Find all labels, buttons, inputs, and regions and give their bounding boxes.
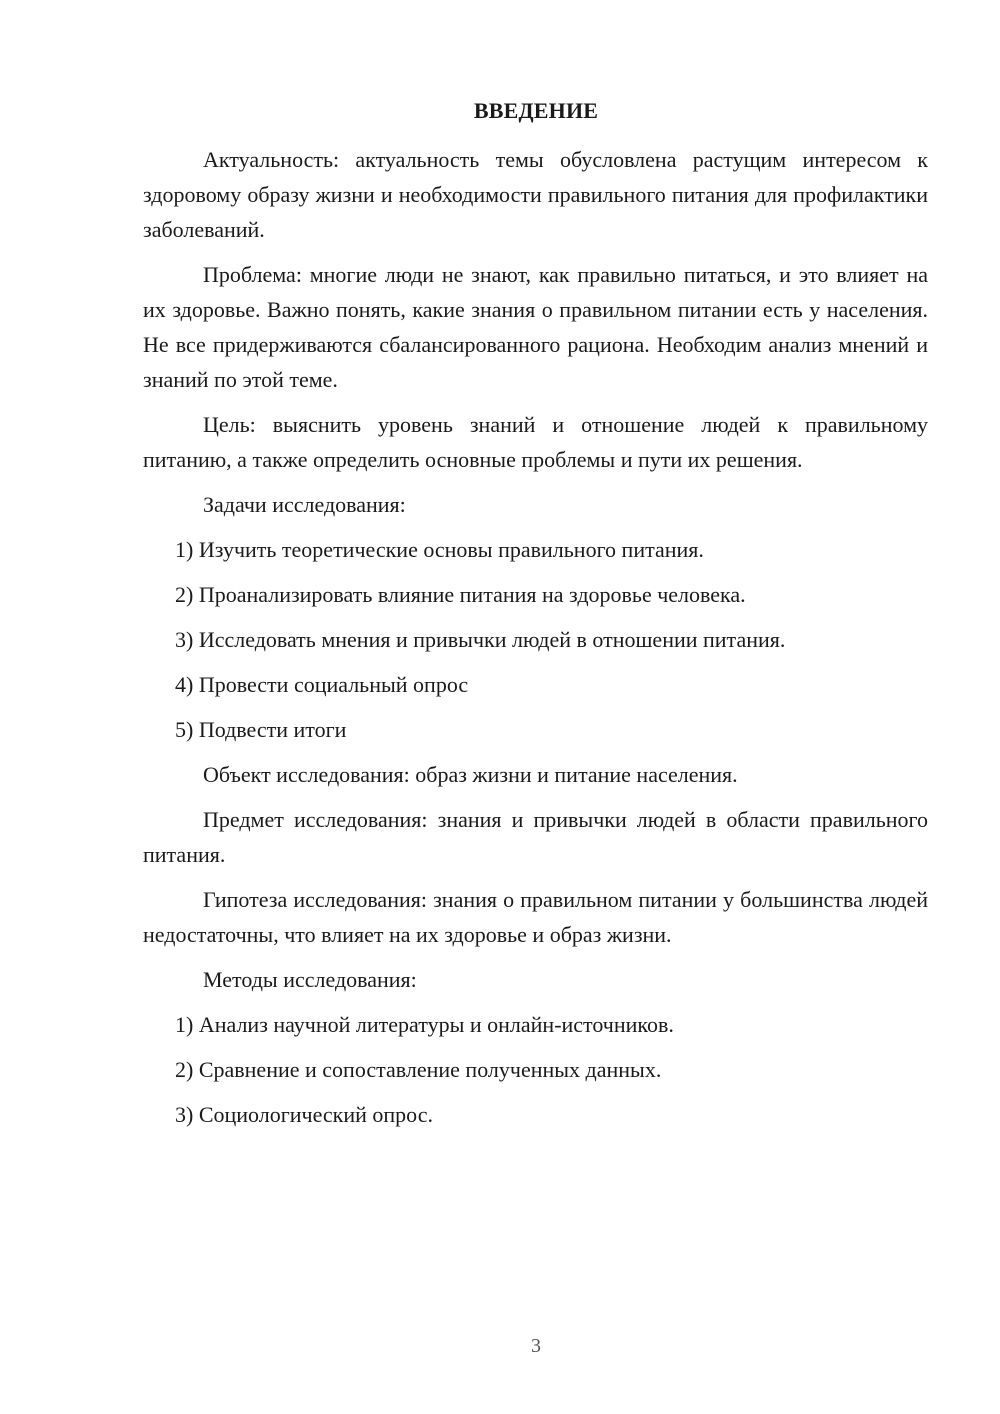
goal-paragraph: Цель: выяснить уровень знаний и отношение людей к правильному питанию, а также определить основные проблемы и пути их решения.	[143, 412, 928, 472]
methods-label: Методы исследования:	[203, 967, 417, 992]
tasks-label: Задачи исследования:	[203, 492, 406, 517]
relevance-paragraph: Актуальность: актуальность темы обусловлена растущим интересом к здоровому образу жизни и необходимости правильного питания для профилактики заболеваний.	[143, 147, 928, 242]
task-item: 2) Проанализировать влияние питания на здоровье человека.	[175, 582, 746, 607]
page-title: ВВЕДЕНИЕ	[473, 98, 599, 123]
method-item: 3) Социологический опрос.	[175, 1102, 433, 1127]
document-body	[143, 142, 928, 1142]
problem-paragraph: Проблема: многие люди не знают, как правильно питаться, и это влияет на их здоровье. Важно понять, какие знания о правильном питании есть у населения. Не все придерживаются сбалансированного рациона. Необходим анализ мнений и знаний по этой теме.	[143, 262, 928, 392]
method-item: 1) Анализ научной литературы и онлайн-источников.	[175, 1012, 674, 1037]
hypothesis-paragraph: Гипотеза исследования: знания о правильном питании у большинства людей недостаточны, что влияет на их здоровье и образ жизни.	[143, 887, 928, 947]
subject-paragraph: Предмет исследования: знания и привычки людей в области правильного питания.	[143, 807, 928, 867]
page-number: 3	[531, 1335, 541, 1357]
task-item: 4) Провести социальный опрос	[175, 672, 469, 697]
task-item: 3) Исследовать мнения и привычки людей в отношении питания.	[175, 627, 786, 652]
task-item: 5) Подвести итоги	[175, 717, 347, 742]
method-item: 2) Сравнение и сопоставление полученных данных.	[175, 1057, 662, 1082]
object-paragraph: Объект исследования: образ жизни и питание населения.	[203, 762, 738, 787]
task-item: 1) Изучить теоретические основы правильного питания.	[175, 537, 704, 562]
